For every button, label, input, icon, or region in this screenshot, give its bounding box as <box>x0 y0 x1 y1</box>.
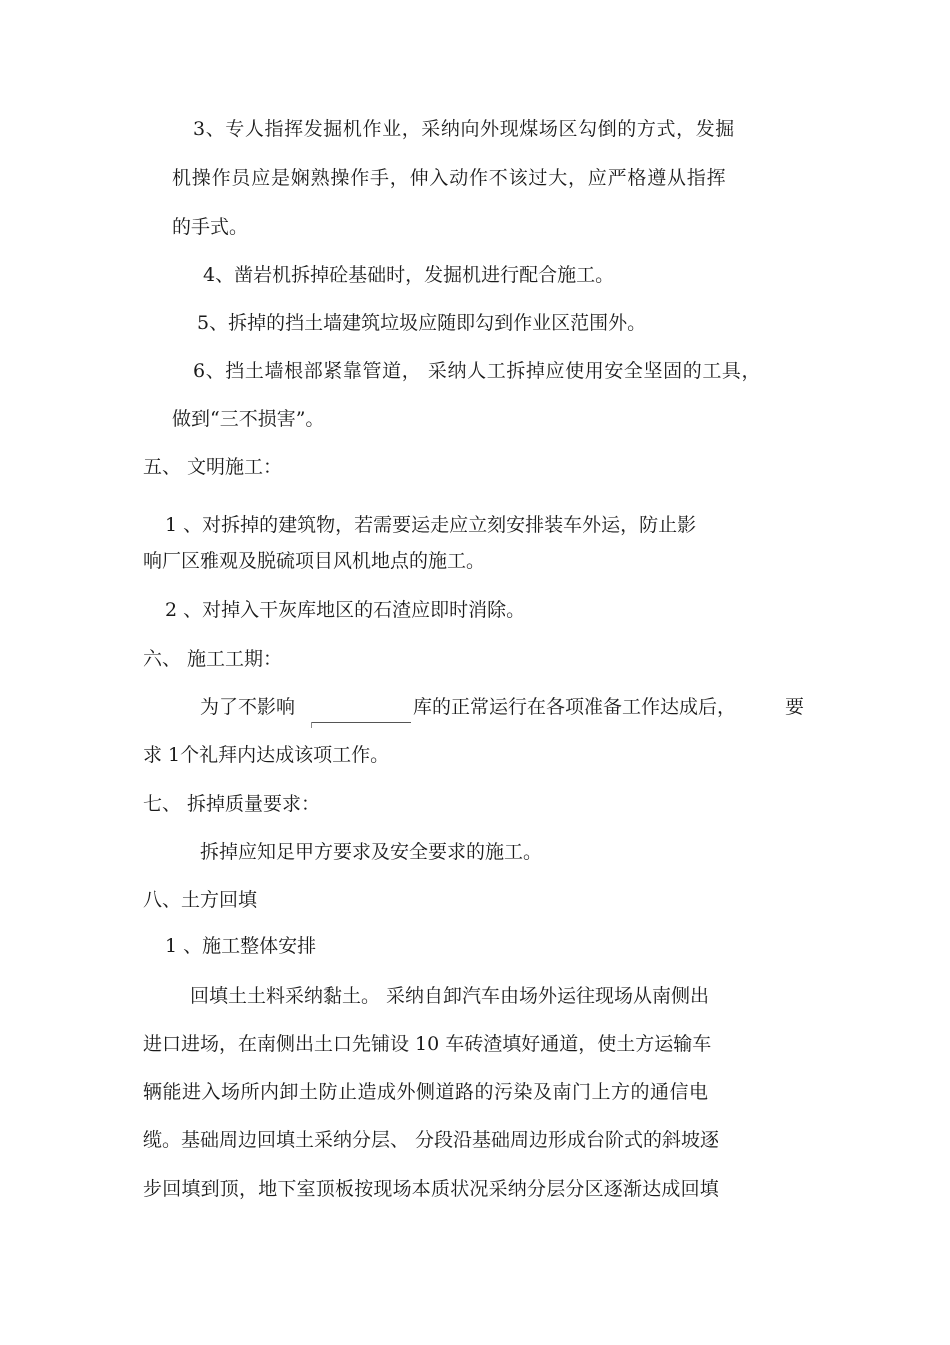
para-line: 5、拆掉的挡土墙建筑垃圾应随即勾到作业区范围外。 <box>197 312 647 334</box>
section-heading: 六、 施工工期： <box>143 648 283 670</box>
para-line: 库的正常运行在各项准备工作达成后， <box>413 696 737 718</box>
para-line: 要 <box>785 696 805 718</box>
para-line: 进口进场，在南侧出土口先铺设 10 车砖渣填好通道，使土方运输车 <box>143 1033 712 1055</box>
subsection-heading: 1 、施工整体安排 <box>165 935 317 957</box>
fill-in-blank-tick <box>311 722 312 728</box>
section-heading: 七、 拆掉质量要求： <box>143 793 321 815</box>
para-line: 响厂区雅观及脱硫项目风机地点的施工。 <box>143 550 486 572</box>
fill-in-blank <box>311 722 411 723</box>
para-line: 1 、对拆掉的建筑物，若需要运走应立刻安排装车外运，防止影 <box>165 514 697 536</box>
para-line: 步回填到顶，地下室顶板按现场本质状况采纳分层分区逐渐达成回填 <box>143 1178 720 1200</box>
para-line: 为了不影响 <box>200 696 296 718</box>
para-line: 6、挡土墙根部紧靠管道， 采纳人工拆掉应使用安全坚固的工具， <box>193 360 762 382</box>
para-line: 做到“三不损害”。 <box>172 408 325 430</box>
para-line: 机操作员应是娴熟操作手，伸入动作不该过大，应严格遵从指挥 <box>172 167 727 189</box>
para-line: 辆能进入场所内卸土防止造成外侧道路的污染及南门上方的通信电 <box>143 1081 709 1103</box>
para-line: 求 1个礼拜内达成该项工作。 <box>143 744 390 766</box>
para-line: 3、专人指挥发掘机作业，采纳向外现煤场区勾倒的方式，发掘 <box>193 118 735 140</box>
para-line: 2 、对掉入干灰库地区的石渣应即时消除。 <box>165 599 526 621</box>
para-line: 拆掉应知足甲方要求及安全要求的施工。 <box>200 841 543 863</box>
para-line: 4、凿岩机拆掉砼基础时，发掘机进行配合施工。 <box>203 264 615 286</box>
section-heading: 五、 文明施工： <box>143 456 283 478</box>
section-heading: 八、土方回填 <box>143 889 258 911</box>
para-line: 的手式。 <box>172 216 249 238</box>
para-line: 缆。基础周边回填土采纳分层、 分段沿基础周边形成台阶式的斜坡逐 <box>143 1129 720 1151</box>
para-line: 回填土土料采纳黏土。 采纳自卸汽车由场外运往现场从南侧出 <box>190 985 710 1007</box>
